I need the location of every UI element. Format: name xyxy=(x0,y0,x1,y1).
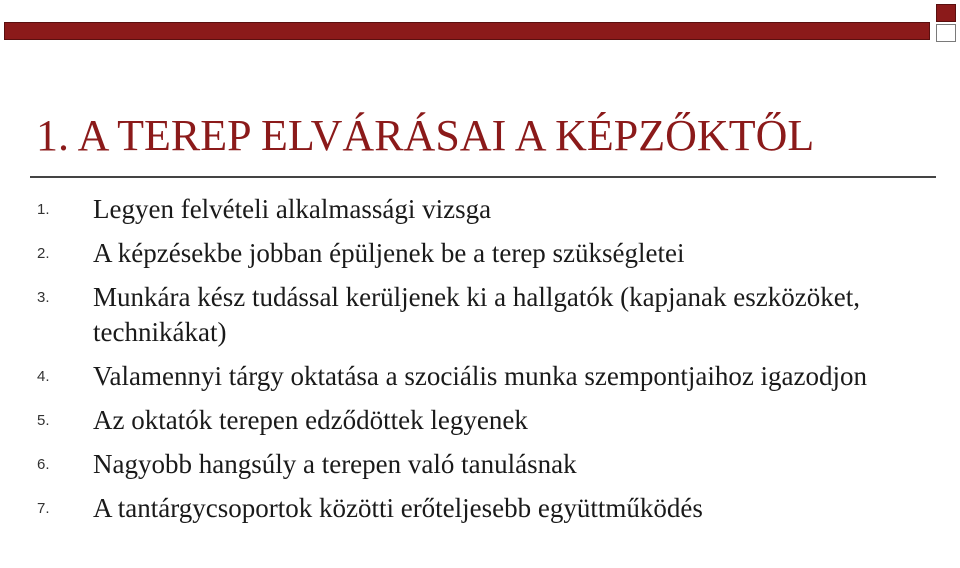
list-item xyxy=(0,236,960,271)
list-item-number: 1. xyxy=(37,201,50,218)
list-item-number: 6. xyxy=(37,456,50,473)
slide-title: 1. A TEREP ELVÁRÁSAI A KÉPZŐKTŐL xyxy=(36,111,815,160)
top-decorative-bar xyxy=(0,0,960,46)
list-item-text: Legyen felvételi alkalmassági vizsga xyxy=(93,194,492,224)
list-item-text: A tantárgycsoportok közötti erőteljesebb együttműködés xyxy=(93,493,703,523)
list-item xyxy=(0,192,960,227)
list-item-text: Az oktatók terepen edződöttek legyenek xyxy=(93,405,528,435)
title-underline xyxy=(30,176,936,178)
corner-square-light xyxy=(936,24,956,42)
list-item-text: Valamennyi tárgy oktatása a szociális munka szempontjaihoz igazodjon xyxy=(93,361,868,391)
list-item xyxy=(0,359,960,394)
list-item-text: Nagyobb hangsúly a terepen való tanulásnak xyxy=(93,449,577,479)
list-item xyxy=(0,403,960,438)
list-item-number: 2. xyxy=(37,245,50,262)
top-bar-light-strip xyxy=(4,4,930,22)
list-item-text: A képzésekbe jobban épüljenek be a terep szükségletei xyxy=(93,238,685,268)
top-bar-dark-strip xyxy=(4,22,930,40)
list-item-number: 3. xyxy=(37,289,50,306)
numbered-list xyxy=(0,192,960,535)
list-item xyxy=(0,491,960,526)
corner-square-dark xyxy=(936,4,956,22)
list-item-number: 5. xyxy=(37,412,50,429)
list-item-number: 4. xyxy=(37,368,50,385)
list-item-text: Munkára kész tudással kerüljenek ki a hallgatók (kapjanak eszközöket, technikákat) xyxy=(93,282,860,347)
list-item xyxy=(0,280,960,350)
list-item xyxy=(0,447,960,482)
list-item-number: 7. xyxy=(37,500,50,517)
